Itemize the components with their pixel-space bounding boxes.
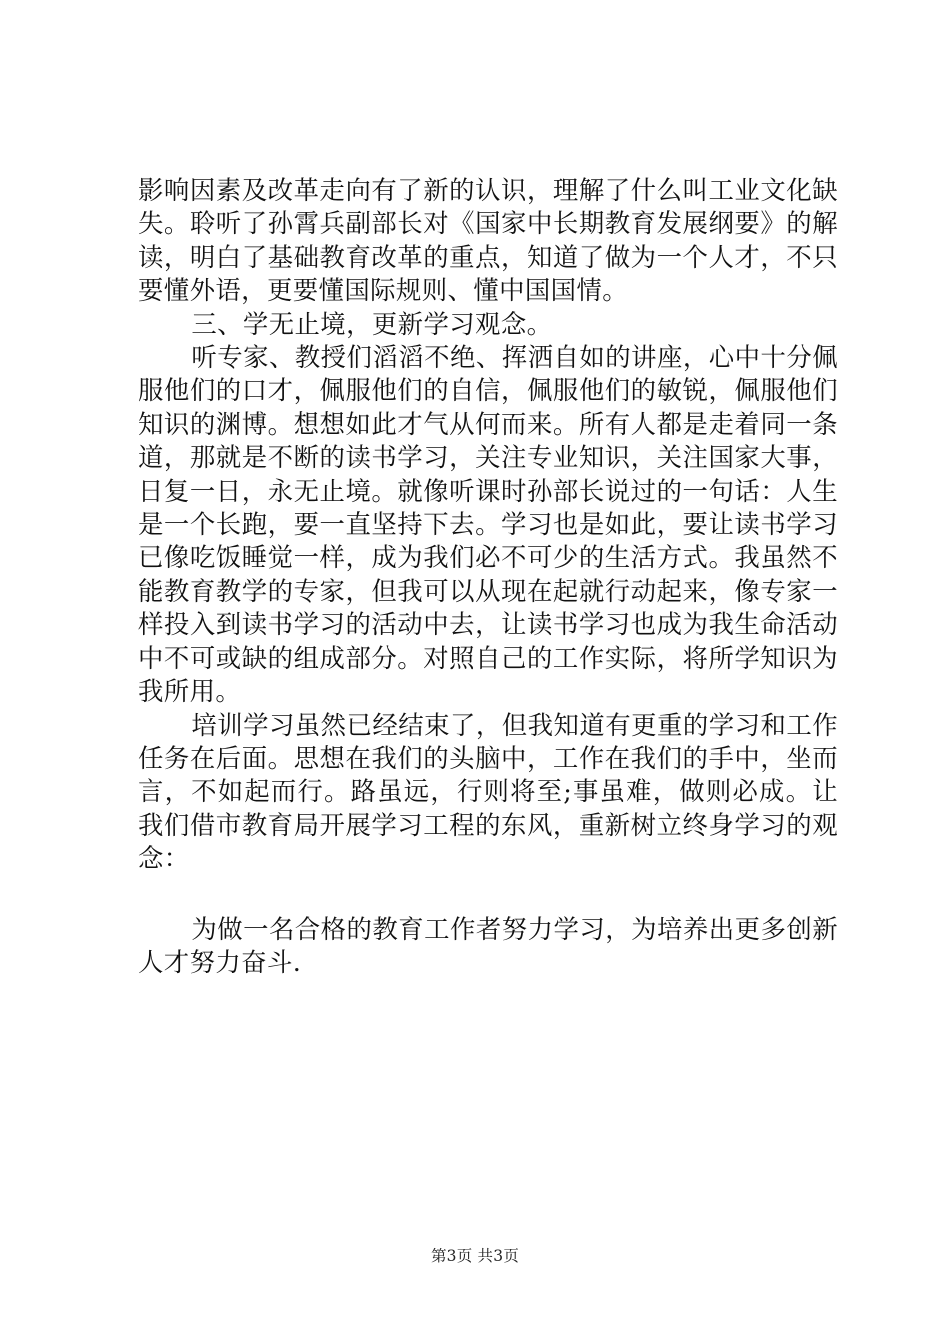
page-footer: 第3页 共3页 [430,1247,520,1265]
document-body [138,174,838,979]
paragraph: 听专家、教授们滔滔不绝、挥洒自如的讲座，心中十分佩服他们的口才，佩服他们的自信，佩服他们的敏锐，佩服他们知识的渊博。想想如此才气从何而来。所有人都是走着同一条道，那就是不断的读书学习，关注专业知识，关注国家大事，日复一日，永无止境。就像听课时孙部长说过的一句话：人生是一个长跑，要一直坚持下去。学习也是如此，要让读书学习已像吃饭睡觉一样，成为我们必不可少的生活方式。我虽然不能教育教学的专家，但我可以从现在起就行动起来，像专家一样投入到读书学习的活动中去，让读书学习也成为我生命活动中不可或缺的组成部分。对照自己的工作实际，将所学知识为我所用。 [138,342,838,707]
section-heading: 三、学无止境，更新学习观念。 [191,308,553,339]
paragraph-closing: 为做一名合格的教育工作者努力学习，为培养出更多创新人才努力奋斗. [138,913,838,977]
paragraph-continuation: 影响因素及改革走向有了新的认识，理解了什么叫工业文化缺失。聆听了孙霄兵副部长对《国家中长期教育发展纲要》的解读，明白了基础教育改革的重点，知道了做为一个人才，不只要懂外语，更要懂国际规则、懂中国国情。 [138,175,838,306]
paragraph: 培训学习虽然已经结束了，但我知道有更重的学习和工作任务在后面。思想在我们的头脑中，工作在我们的手中，坐而言，不如起而行。路虽远，行则将至;事虽难，做则必成。让我们借市教育局开展学习工程的东风，重新树立终身学习的观念： [138,709,838,874]
